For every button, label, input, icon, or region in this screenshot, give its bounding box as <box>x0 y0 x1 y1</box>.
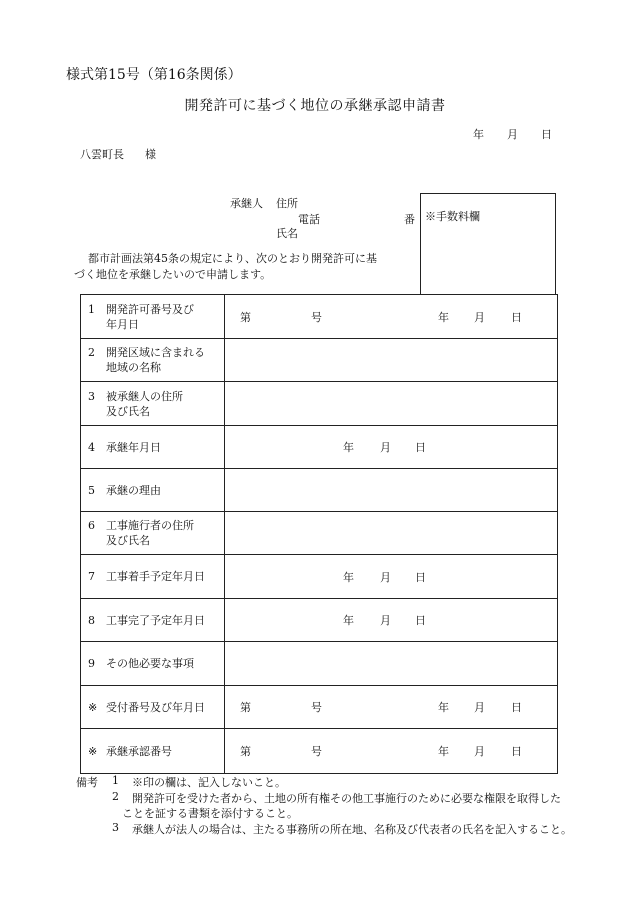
row-label <box>81 295 225 339</box>
row-number: 7 <box>88 570 95 583</box>
construction-completion-date-field[interactable] <box>225 599 558 642</box>
fee-box-label: ※手数料欄 <box>425 210 480 223</box>
other-matters-field[interactable] <box>225 642 558 686</box>
note-2-text-line-2: ことを証する書類を添付すること。 <box>122 807 298 820</box>
month-label: 月 <box>380 614 391 627</box>
year-label: 年 <box>343 614 354 627</box>
row-label-line-1: 開発許可番号及び <box>106 302 194 316</box>
table-row <box>81 555 558 599</box>
day-label: 日 <box>511 310 522 324</box>
form-number: 様式第15号（第16条関係） <box>66 67 242 83</box>
row-number: 4 <box>88 440 95 454</box>
table-row <box>81 426 558 469</box>
addressee-suffix: 様 <box>145 148 156 161</box>
row-label-line-1: 承継年月日 <box>106 440 161 454</box>
statement-line-2: づく地位を承継したいので申請します。 <box>74 268 272 281</box>
development-area-field[interactable] <box>225 339 558 382</box>
application-statement <box>74 251 414 283</box>
year-label: 年 <box>438 745 449 758</box>
month-label: 月 <box>380 441 391 454</box>
go-label: 号 <box>311 310 322 324</box>
dai-label: 第 <box>240 310 251 324</box>
note-3-text: 承継人が法人の場合は、主たる事務所の所在地、名称及び代表者の氏名を記入すること。 <box>132 823 572 836</box>
permit-number-date-field[interactable] <box>225 295 558 339</box>
row-label <box>81 555 225 599</box>
succession-reason-field[interactable] <box>225 469 558 512</box>
row-label-line-2: 及び氏名 <box>106 534 150 547</box>
date-day-label: 日 <box>541 128 552 141</box>
row-label-line-1: その他必要な事項 <box>106 657 194 670</box>
succession-approval-number-field <box>225 729 558 774</box>
row-number: 8 <box>88 613 95 627</box>
row-label-line-1: 被承継人の住所 <box>106 389 183 403</box>
dai-label: 第 <box>240 745 251 758</box>
row-number: ※ <box>88 700 98 714</box>
row-number: 1 <box>88 302 95 316</box>
row-label <box>81 512 225 555</box>
year-label: 年 <box>343 441 354 454</box>
month-label: 月 <box>474 701 485 714</box>
addressee: 八雲町長 <box>80 148 124 161</box>
applicant-phone-label: 電話 <box>298 213 320 226</box>
statement-line-1: 都市計画法第45条の規定により、次のとおり開発許可に基 <box>88 252 377 265</box>
row-label <box>81 642 225 686</box>
applicant-role: 承継人 <box>230 197 263 210</box>
date-year-label: 年 <box>473 128 484 141</box>
row-label-line-1: 開発区域に含まれる <box>106 346 205 359</box>
succession-date-field[interactable] <box>225 426 558 469</box>
applicant-phone-suffix: 番 <box>404 213 415 226</box>
row-label-line-1: 受付番号及び年月日 <box>106 700 205 714</box>
row-number: ※ <box>88 744 98 758</box>
applicant-address-label: 住所 <box>276 197 298 210</box>
dai-label: 第 <box>240 701 251 714</box>
go-label: 号 <box>311 701 322 714</box>
note-2-text-line-1: 開発許可を受けた者から、土地の所有権その他工事施行のために必要な権限を取得した <box>132 792 561 805</box>
row-number: 3 <box>88 389 95 403</box>
row-label-line-1: 工事着手予定年月日 <box>106 570 205 583</box>
table-row <box>81 512 558 555</box>
row-label <box>81 729 225 774</box>
note-3-number: 3 <box>112 821 119 834</box>
day-label: 日 <box>415 614 426 627</box>
month-label: 月 <box>380 570 391 584</box>
table-row <box>81 686 558 729</box>
year-label: 年 <box>343 570 354 584</box>
predecessor-address-name-field[interactable] <box>225 382 558 426</box>
year-label: 年 <box>438 701 449 714</box>
row-label-line-1: 承継承認番号 <box>106 744 172 758</box>
day-label: 日 <box>415 441 426 454</box>
receipt-number-date-field <box>225 686 558 729</box>
row-label <box>81 599 225 642</box>
month-label: 月 <box>474 310 485 324</box>
day-label: 日 <box>415 570 426 584</box>
contractor-address-name-field[interactable] <box>225 512 558 555</box>
fee-box <box>420 193 556 294</box>
table-row <box>81 469 558 512</box>
row-label <box>81 686 225 729</box>
construction-start-date-field[interactable] <box>225 555 558 599</box>
row-label-line-2: 年月日 <box>106 317 139 331</box>
applicant-name-label: 氏名 <box>276 227 298 240</box>
table-row <box>81 729 558 774</box>
notes-heading: 備考 <box>76 776 98 789</box>
table-row <box>81 642 558 686</box>
row-label-line-1: 工事施行者の住所 <box>106 519 194 532</box>
row-label <box>81 382 225 426</box>
row-label-line-2: 地域の名称 <box>106 361 161 374</box>
table-row <box>81 599 558 642</box>
row-number: 9 <box>88 657 95 670</box>
date-month-label: 月 <box>507 128 518 141</box>
day-label: 日 <box>511 745 522 758</box>
row-number: 6 <box>88 519 95 532</box>
table-row <box>81 382 558 426</box>
row-label <box>81 426 225 469</box>
document-title: 開発許可に基づく地位の承継承認申請書 <box>184 98 446 114</box>
row-label-line-1: 承継の理由 <box>106 483 161 497</box>
row-label-line-2: 及び氏名 <box>106 404 150 418</box>
table-row <box>81 295 558 339</box>
row-label <box>81 469 225 512</box>
table-row <box>81 339 558 382</box>
note-1-text: ※印の欄は、記入しないこと。 <box>132 776 286 789</box>
row-number: 2 <box>88 346 95 359</box>
go-label: 号 <box>311 745 322 758</box>
note-1-number: 1 <box>112 774 119 787</box>
row-label-line-1: 工事完了予定年月日 <box>106 613 205 627</box>
day-label: 日 <box>511 701 522 714</box>
row-number: 5 <box>88 483 95 497</box>
note-2-number: 2 <box>112 790 119 803</box>
application-table <box>80 294 558 774</box>
year-label: 年 <box>438 310 449 324</box>
row-label <box>81 339 225 382</box>
month-label: 月 <box>474 745 485 758</box>
